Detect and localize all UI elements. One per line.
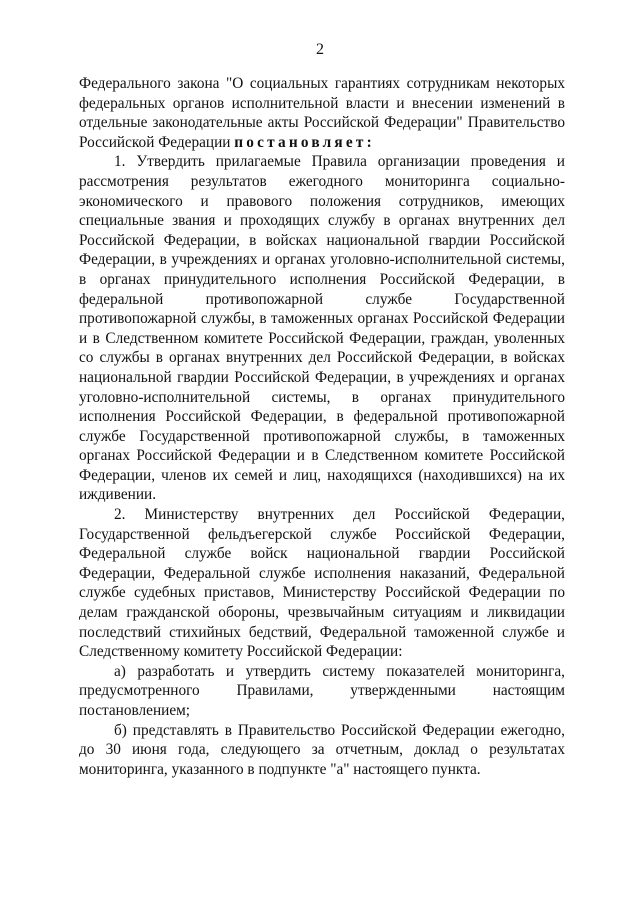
- page-number: 2: [316, 41, 324, 58]
- intro-paragraph: [79, 74, 565, 152]
- subparagraph-b: б) представлять в Правительство Российской Федерации ежегодно, до 30 июня года, следующего за отчетным, доклад о результатах мониторинга, указанного в подпункте "а" настоящего пункта.: [79, 721, 565, 778]
- document-body: [79, 74, 565, 779]
- subparagraph-a: а) разработать и утвердить систему показателей мониторинга, предусмотренного Правилами, утвержденными настоящим постановлением;: [79, 662, 565, 719]
- paragraph-1: 1. Утвердить прилагаемые Правила организации проведения и рассмотрения результатов ежегодного мониторинга социально-экономического и правового положения сотрудников, имеющих специальные звания и проходящих службу в органах внутренних дел Российской Федерации, в войсках национальной гвардии Российской Федерации, в учреждениях и органах уголовно-исполнительной системы, в органах принудительного исполнения Российской Федерации, в федеральной противопожарной службе Государственной противопожарной службы, в таможенных органах Российской Федерации и в Следственном комитете Российской Федерации, граждан, уволенных со службы в органах внутренних дел Российской Федерации, в войсках национальной гвардии Российской Федерации, в учреждениях и органах уголовно-исполнительной системы, в органах принудительного исполнения Российской Федерации, в федеральной противопожарной службе Государственной противопожарной службы, в таможенных органах Российской Федерации и в Следственном комитете Российской Федерации, членов их семей и лиц, находящихся (находившихся) на их иждивении.: [79, 153, 565, 504]
- decree-colon: :: [366, 133, 375, 151]
- decree-word: постановляет: [234, 133, 367, 151]
- intro-text: Федерального закона "О социальных гарантиях сотрудникам некоторых федеральных органов исполнительной власти и внесении изменений в отдельные законодательные акты Российской Федерации" Правительство Российской Федерации: [79, 75, 565, 151]
- paragraph-2: 2. Министерству внутренних дел Российской Федерации, Государственной фельдъегерской службе Российской Федерации, Федеральной службе войск национальной гвардии Российской Федерации, Федеральной службе исполнения наказаний, Федеральной службе судебных приставов, Министерству Российской Федерации по делам гражданской обороны, чрезвычайным ситуациям и ликвидации последствий стихийных бедствий, Федеральной таможенной службе и Следственному комитету Российской Федерации:: [79, 506, 565, 661]
